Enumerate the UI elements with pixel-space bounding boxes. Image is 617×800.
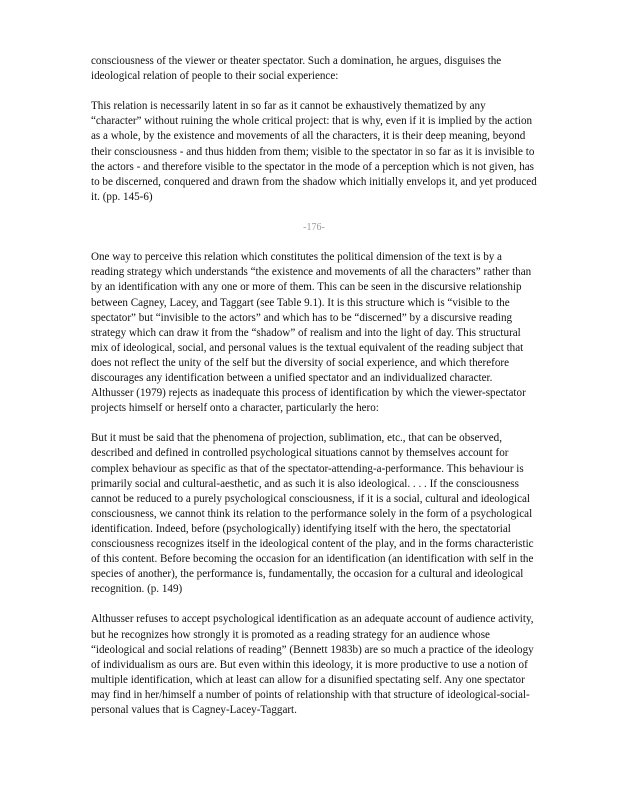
block-quote-2: But it must be said that the phenomena of projection, sublimation, etc., that can be observed, described and defined in controlled psychological situations cannot by themselves account for complex behaviour as specific as that of the spectator-attending-a-performance. This behaviour is primarily social and cultural-aesthetic, and as such it is also ideological. . . . If the consciousness cannot be reduced to a purely psychological consciousness, if it is a social, cultural and ideological consciousness, we cannot think its relation to the performance solely in the form of a psychological identification. Indeed, before (psychologically) identifying itself with the hero, the spectatorial consciousness recognizes itself in the ideological content of the play, and in the forms characteristic of this content. Before becoming the occasion for an identification (an identification with self in the species of another), the performance is, fundamentally, the occasion for a cultural and ideological recognition. (p. 149) — [91, 432, 534, 596]
document-page — [91, 54, 537, 733]
body-paragraph-2: One way to perceive this relation which constitutes the political dimension of the text is by a reading strategy which understands “the existence and movements of all the characters” rather than by an identification with any one or more of them. This can be seen in the discursive relationship between Cagney, Lacey, and Taggart (see Table 9.1). It is this structure which is “visible to the spectator” but “invisible to the actors” and which has to be “discerned” by a discursive reading strategy which can draw it from the “shadow” of realism and into the light of day. This structural mix of ideological, social, and personal values is the textual equivalent of the reading subject that does not reflect the unity of the self but the diversity of social experience, and which therefore discourages any identification between a unified spectator and an individualized character. Althusser (1979) rejects as inadequate this process of identification by which the viewer-spectator projects himself or herself onto a character, particularly the hero: — [91, 251, 532, 415]
intro-paragraph: consciousness of the viewer or theater spectator. Such a domination, he argues, disguises the ideological relation of people to their social experience: — [91, 55, 502, 83]
body-paragraph-3: Althusser refuses to accept psychological identification as an adequate account of audience activity, but he recognizes how strongly it is promoted as a reading strategy for an audience whose “ideological and social relations of reading” (Bennett 1983b) are so much a practice of the ideology of individualism as ours are. But even within this ideology, it is more productive to use a notion of multiple identification, which at least can allow for a disunified spectating self. Any one spectator may find in her/himself a number of points of relationship with that structure of ideological-social-personal values that is Cagney-Lacey-Taggart. — [91, 613, 534, 717]
block-quote-1: This relation is necessarily latent in so far as it cannot be exhaustively thematized by any “character” without ruining the whole critical project: that is why, even if it is implied by the action as a whole, by the existence and movements of all the characters, it is their deep meaning, beyond their consciousness - and thus hidden from them; visible to the spectator in so far as it is invisible to the actors - and therefore visible to the spectator in the mode of a perception which is not given, has to be discerned, conquered and drawn from the shadow which initially envelops it, and yet produced it. (pp. 145-6) — [91, 100, 537, 203]
page-number: -176- — [303, 222, 325, 234]
